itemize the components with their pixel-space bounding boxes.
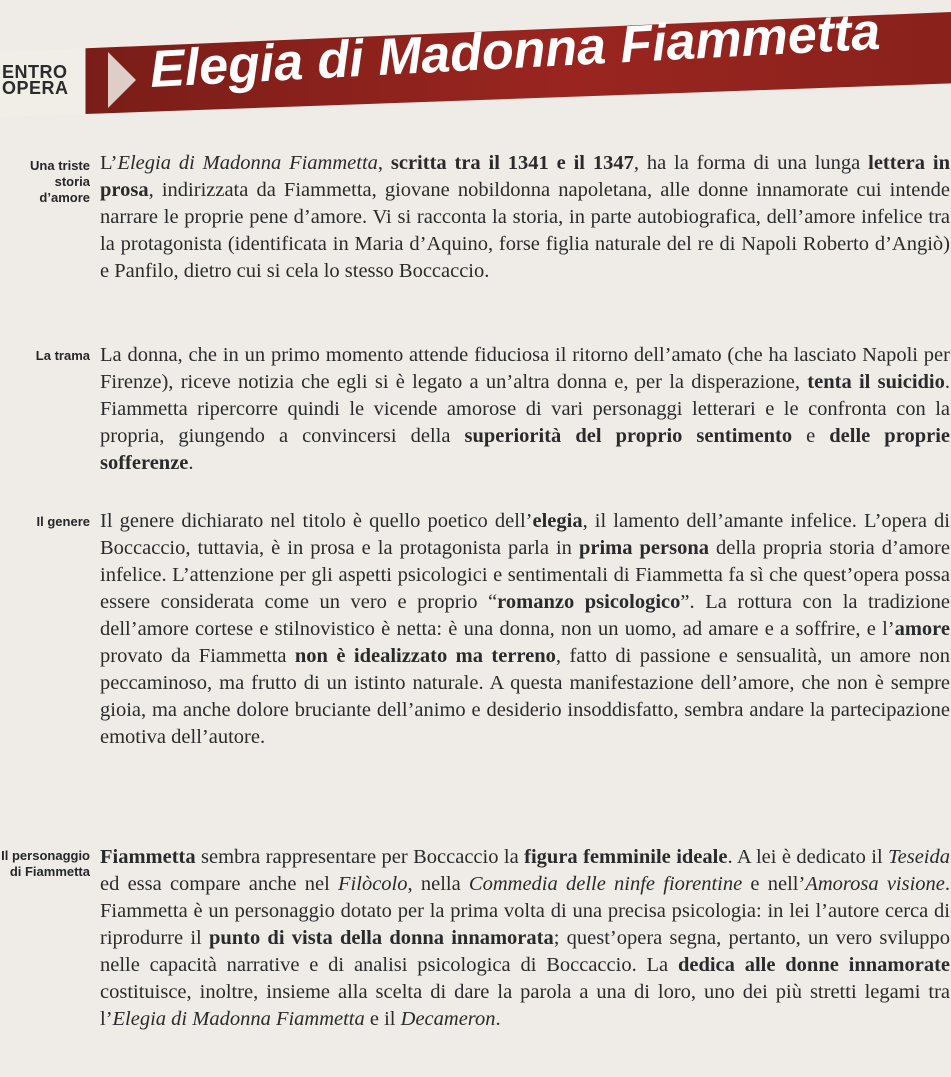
side-label: [0, 848, 90, 880]
page-title: Elegia di Madonna Fiammetta: [148, 2, 882, 99]
paragraph: L’Elegia di Madonna Fiammetta, scritta tra il 1341 e il 1347, ha la forma di una lunga lettera in prosa, indirizzata da Fiammetta, giovane nobildonna napoletana, alle donne innamorate cui intende narrare le proprie pene d’amore. Vi si racconta la storia, in parte autobiografica, dell’amore infelice tra la protagonista (identificata in Maria d’Aquino, forse figlia naturale del re di Napoli Roberto d’Angiò) e Panfilo, dietro cui si cela lo stesso Boccaccio.: [100, 152, 950, 282]
side-label: [0, 158, 90, 206]
side-label-line: storia: [54, 174, 90, 189]
chevron-right-icon: [108, 52, 136, 108]
side-label-line: La trama: [35, 348, 90, 363]
side-label-line: Una triste: [30, 158, 90, 173]
paragraph: Fiammetta sembra rappresentare per Boccaccio la figura femminile ideale. A lei è dedicato il Teseida ed essa compare anche nel Filòcolo, nella Commedia delle ninfe fiorentine e nell’Amorosa visione. Fiammetta è un personaggio dotato per la prima volta di una precisa psicologia: in lei l’autore cerca di riprodurre il punto di vista della donna innamorata; quest’opera segna, pertanto, un vero sviluppo nelle capacità narrative e di analisi psicologica di Boccaccio. La dedica alle donne innamorate costituisce, inoltre, insieme alla scelta di dare la parola a una di loro, uno dei più stretti legami tra l’Elegia di Madonna Fiammetta e il Decameron.: [100, 846, 951, 1030]
side-label-line: Il genere: [36, 514, 90, 529]
section-label-line-1: ENTRO: [2, 62, 68, 82]
paragraph: La donna, che in un primo momento attende fiduciosa il ritorno dell’amato (che ha lasciato Napoli per Firenze), riceve notizia che egli si è legato a un’altra donna e, per la disperazione, tenta il suicidio. Fiammetta ripercorre quindi le vicende amorose di vari personaggi letterari e le confronta con la propria, giungendo a convincersi della superiorità del proprio sentimento e delle proprie sofferenze.: [100, 344, 950, 474]
section-label: [2, 64, 69, 96]
paragraph: Il genere dichiarato nel titolo è quello poetico dell’elegia, il lamento dell’amante infelice. L’opera di Boccaccio, tuttavia, è in prosa e la protagonista parla in prima persona della propria storia d’amore infelice. L’attenzione per gli aspetti psicologici e sentimentali di Fiammetta fa sì che quest’opera possa essere considerata come un vero e proprio “romanzo psicologico”. La rottura con la tradizione dell’amore cortese e stilnovistico è netta: è una donna, non un uomo, ad amare e a soffrire, e l’amore provato da Fiammetta non è idealizzato ma terreno, fatto di passione e sensualità, un amore non peccaminoso, ma frutto di un istinto naturale. A questa manifestazione dell’amore, che non è sempre gioia, ma anche dolore bruciante dell’animo e desiderio insoddisfatto, sembra andare la partecipazione emotiva dell’autore.: [100, 510, 951, 748]
section-label-line-2: OPERA: [2, 78, 69, 98]
side-label: [0, 514, 90, 530]
side-label: [0, 348, 90, 364]
side-label-line: di Fiammetta: [9, 864, 90, 879]
page-header: [0, 2, 951, 117]
side-label-line: Il personaggio: [1, 848, 90, 863]
side-label-line: d’amore: [39, 190, 90, 205]
